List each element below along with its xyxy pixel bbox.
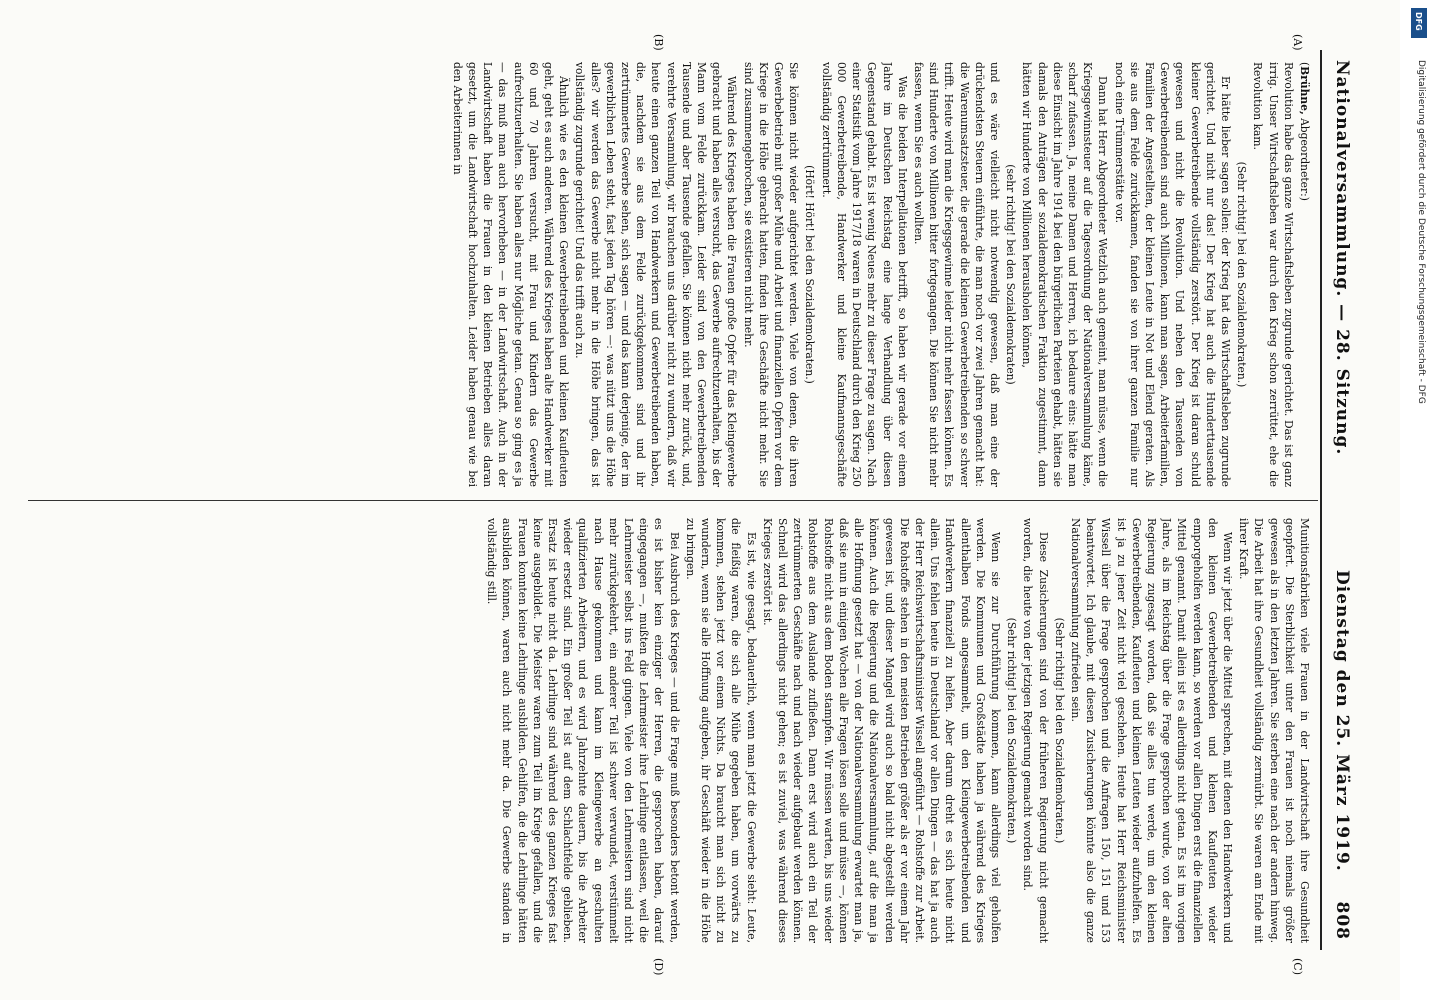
paragraph: Es ist, wie gesagt, bedauerlich, wenn man jetzt die Gewerbe sieht: Leute, die fleißig waren, die sich alle Mühe gegeben haben, um vorwärts zu kommen, stehen jetzt vor einem Nichts. Da braucht man sich nicht zu wundern, wenn sie alle Hoffnung aufgeben, ihr Geschäft wieder in die Höhe zu bringen.	[683, 518, 758, 943]
paragraph: Was die beiden Interpellationen betrifft, so haben wir gerade vor einem Jahre im Deutschen Reichstag eine lange Verhandlung über diesen Gegenstand gehabt. Es ist wenig Neues mehr zu dieser Frage zu sagen. Nach einer Statistik vom Jahre 1917/18 waren in Deutschland durch den Krieg 250 000 Gewerbetreibende, Handwerker und kleine Kaufmannsgeschäfte vollständig zertrümmert.	[819, 62, 909, 487]
margin-marker-c: (C)	[1291, 958, 1304, 975]
interjection: (sehr richtig! bei den Sozialdemokraten)	[1004, 164, 1018, 385]
margin-marker-a: (A)	[1291, 34, 1304, 51]
interjection: (Sehr richtig! bei den Sozialdemokraten.)	[1235, 161, 1249, 388]
paragraph: Ähnlich wie es den kleinen Gewerbetreibenden und kleinen Kaufleuten geht, geht es auch anderen. Während des Krieges haben alte Handwerker mit 60 und 70 Jahren versucht, mit Frau und Kindern das Gewerbe aufrechtzuerhalten. Sie haben alles nur Mögliche getan. Genau so ging es ja — das muß man auch hervorheben — in der Landwirtschaft. Auch in der Landwirtschaft haben die Frauen in den kleinen Betrieben alles daran gesetzt, um die Landwirtschaft hochzuhalten. Leider haben genau wie bei den Arbeiterinnen in	[450, 62, 571, 487]
interjection: (Sehr richtig! bei den Sozialdemokraten.)	[1005, 617, 1019, 844]
interjection: (Hört! Hört! bei den Sozialdemokraten.)	[803, 165, 817, 384]
column-divider	[28, 500, 1318, 501]
credit-text: Digitalisierung gefördert durch die Deutsche Forschungsgemeinschaft - DFG	[1416, 60, 1426, 404]
paragraph: Bei Ausbruch des Krieges — und die Frage muß besonders betont werden, es ist bisher kein einziger der Herren, die gesprochen haben, darauf eingegangen —, mußten die Lehrmeister ihre Lehrlinge entlassen, weil die Lehrmeister selbst ins Feld gingen. Viele von den Lehrmeistern sind nicht mehr zurückgekehrt, ein anderer Teil ist schwer verwundet, verstümmelt nach Hause gekommen und kann im Kleingewerbe an geschulten qualifizierten Arbeitern, und es wird Jahrzehnte dauern, bis die Arbeiter wieder ersetzt sind. Ein großer Teil ist auf dem Schlachtfelde geblieben. Ersatz ist heute nicht da. Lehrlinge sind während des ganzen Krieges fast keine ausgebildet. Die Meister waren zum Teil im Kriege gefallen, und die Frauen konnten keine Lehrlinge ausbilden. Gehilfen, die die Lehrlinge hätten ausbilden können, waren auch nicht mehr da. Die Gewerbe standen in vollständig still.	[485, 518, 681, 943]
paragraph: Wenn sie zur Durchführung kommen, kann allerdings viel geholfen werden. Die Kommunen und Großstädte haben ja während des Krieges allenthalben Fonds angesammelt, um den Kleingewerbetreibenden und Handwerkern finanziell zu helfen. Aber darum dreht es sich heute nicht allein. Uns fehlen heute in Deutschland vor allen Dingen — das hat ja auch der Herr Reichswirtschaftsminister Wissell angeführt — Rohstoffe zur Arbeit. Die Rohstoffe stehen in den meisten Betrieben größer als er vor einem Jahr gewesen ist, und dieser Mangel wird auch so bald nicht abgestellt werden können. Auch die Regierung und die Nationalversammlung, auf die man ja alle Hoffnung gesetzt hat — von der Nationalversammlung erwartet man ja, daß sie nun in einigen Wochen alle Fragen lösen solle und müsse —, können Rohstoffe nicht aus dem Boden stampfen. Wir müssen warten, bis uns wieder Rohstoffe aus dem Auslande zufließen. Dann erst wird auch ein Teil der zertrümmerten Geschäfte nach und nach wieder aufgebaut werden können. Schnell wird das allerdings nicht gehen; es ist zuviel, was während dieses Krieges zerstört ist.	[760, 518, 1002, 943]
margin-marker-b: (B)	[652, 34, 665, 51]
paragraph: Sie können nicht wieder aufgerichtet werden. Viele von denen, die ihren Gewerbebetrieb mit großer Mühe und Arbeit und finanziellen Opfern vor dem Kriege in die Höhe gebracht hatten, finden ihre Geschäfte nicht mehr. Sie sind zusammengebrochen, sie existieren nicht mehr.	[741, 62, 801, 487]
right-column	[32, 518, 1312, 943]
paragraph: Während des Krieges haben die Frauen große Opfer für das Kleingewerbe gebracht und haben alles versucht, das Gewerbe aufrechtzuerhalten, bis der Mann vom Felde zurückkam. Leider sind von den Gewerbetreibenden Tausende und aber Tausende gefallen. Sie können nicht mehr zurück, und, verehrte Versammlung, wir brauchen uns darüber nicht zu wundern, daß wir heute einen ganzen Teil von Handwerkern und Gewerbetreibenden haben, die, nachdem sie aus dem Felde zurückgekommen sind und ihr zertrümmertes Gewerbe sehen, sich sagen — und das kann derjenige, der im gewerblichen Leben steht, fast jeden Tag hören —: was nützt uns die Höhe alles? wir werden das Gewerbe nicht mehr in die Höhe bringen, das ist vollständig zugrunde gerichtet! Und das trifft auch zu.	[573, 62, 739, 487]
speaker-role: Abgeordneter:	[1298, 114, 1311, 197]
digitization-credit	[1408, 0, 1432, 1000]
header-rule	[1320, 50, 1322, 950]
left-column	[32, 62, 1312, 487]
paragraph: Munitionsfabriken viele Frauen in der Landwirtschaft ihre Gesundheit geopfert. Die Sterblichkeit unter den Frauen ist noch niemals größer gewesen als in den letzten Jahren. Sie sterben eine nach der andern hinweg. Die Arbeit hat ihre Gesundheit vollständig zermürbt. Sie waren am Ende mit ihrer Kraft.	[1237, 518, 1311, 943]
margin-marker-d: (D)	[652, 958, 665, 976]
paragraph: Dann hat Herr Abgeordneter Wetzlich auch gemeint, man müsse, wenn die Kriegsgewinnsteuer auf die Tagesordnung der Nationalversammlung käme, scharf zufassen. Ja, meine Damen und Herren, ich bedaure eins: hätte man diese Einsicht im Jahre 1914 bei den bürgerlichen Parteien gehabt, hätten sie damals den Anträgen der sozialdemokratischen Fraktion zugestimmt, dann hätten wir Hunderte von Millionen herausholen können,	[1020, 62, 1110, 487]
header-page-number: 808	[1332, 901, 1352, 940]
header-date: Dienstag den 25. März 1919.	[1332, 570, 1352, 872]
dfg-logo: DFG	[1411, 8, 1427, 38]
page-header-center	[1326, 50, 1360, 950]
speaker-line: (Brühne, Abgeordneter:)	[1298, 62, 1311, 201]
paragraph: und es wäre vielleicht nicht notwendig gewesen, daß man eine der drückendsten Steuern einführte, die man noch vor zwei Jahren gemacht hat: die Warenumsatzsteuer, die gerade die kleinen Gewerbetreibenden so schwer trifft. Heute wird man die Kriegsgewinne leider nicht mehr fassen können. Es sind Hunderte von Millionen bitter fortgegangen. Die können Sie nicht mehr fassen, wenn Sie es auch wollten.	[911, 62, 1001, 487]
header-title: Nationalversammlung. — 28. Sitzung.	[1332, 60, 1352, 456]
paragraph: Revolution habe das ganze Wirtschaftsleben zugrunde gerichtet. Das ist ganz irrig. Unser Wirtschaftsleben war durch den Krieg schon zerrüttet, ehe die Revolution kam.	[1251, 62, 1295, 487]
interjection: (Sehr richtig! bei den Sozialdemokraten.)	[1052, 617, 1066, 844]
paragraph: Wenn wir jetzt über die Mittel sprechen, mit denen den Handwerkern und den kleinen Gewerbetreibenden und kleinen Kaufleuten wieder emporgeholfen werden kann, so werden vor allen Dingen erst die finanziellen Mittel genannt. Damit allein ist es allerdings nicht getan. Es ist im vorigen Jahre, als im Reichstag über die Frage gesprochen wurde, von der alten Regierung zugesagt worden, daß sie alles tun werde, um den kleinen Gewerbetreibenden, Kaufleuten und kleinen Leuten wieder aufzuhelfen. Es ist ja zu jener Zeit nicht viel geschehen. Heute hat Herr Reichsminister Wissell über die Frage gesprochen und die Anfragen 150, 151 und 153 beantwortet. Ich glaube, mit diesen Zusicherungen könnte also die ganze Nationalversammlung zufrieden sein.	[1068, 518, 1234, 943]
speaker-name: Brühne,	[1298, 66, 1311, 115]
paragraph: Er hätte lieber sagen sollen: der Krieg hat das Wirtschaftsleben zugrunde gerichtet. Und nicht nur das! Der Krieg hat auch die Hunderttausende kleiner Gewerbetreibende vollständig zerstört. Der Krieg ist daran schuld gewesen und nicht die Revolution. Und neben den Tausenden von Gewerbetreibenden sind auch Millionen, kann man sagen, Arbeiterfamilien, Familien der Angestellten, der kleinen Leute in Not und Elend geraten. Als sie aus dem Felde zurückkamen, fanden sie von ihrer ganzen Familie nur noch eine Trümmerstätte vor.	[1112, 62, 1232, 487]
paragraph: Diese Zusicherungen sind von der früheren Regierung nicht gemacht worden, die heute von der jetzigen Regierung gemacht worden sind.	[1021, 518, 1050, 943]
